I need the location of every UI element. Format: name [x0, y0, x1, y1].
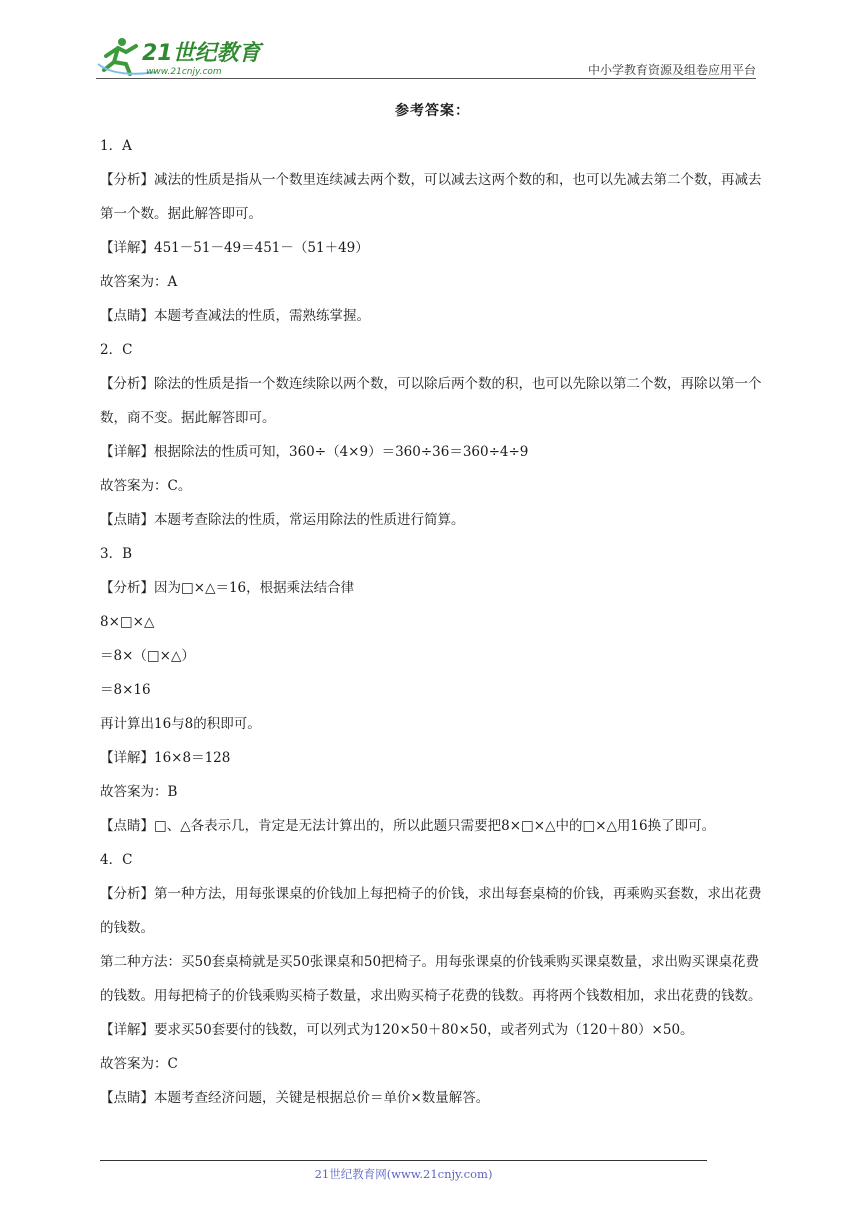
q2-detail: 【详解】根据除法的性质可知，360÷（4×9）＝360÷36＝360÷4÷9	[100, 444, 529, 460]
q3-answer: 3．B	[100, 546, 133, 562]
q4-result: 故答案为：C	[100, 1056, 178, 1072]
page-header	[96, 32, 756, 78]
page-title: 参考答案：	[395, 103, 470, 119]
q2-result: 故答案为：C。	[100, 478, 192, 494]
q3-step1: 8×□×△	[100, 614, 155, 630]
svg-text:21世纪教育: 21世纪教育	[142, 41, 261, 66]
q4-detail: 【详解】要求买50套要付的钱数，可以列式为120×50＋80×50，或者列式为（120＋80）×50。	[100, 1022, 694, 1038]
q1-comment: 【点睛】本题考查减法的性质，需熟练掌握。	[100, 308, 370, 324]
q3-comment: 【点睛】□、△各表示几，肯定是无法计算出的，所以此题只需要把8×□×△中的□×△用16换了即可。	[100, 818, 716, 834]
q1-analysis: 【分析】减法的性质是指从一个数里连续减去两个数，可以减去这两个数的和，也可以先减去第二个数，再减去第一个数。据此解答即可。	[100, 172, 762, 222]
svg-text:www.21cnjy.com: www.21cnjy.com	[146, 67, 222, 77]
answer-content	[100, 96, 765, 1115]
q1-result: 故答案为：A	[100, 274, 178, 290]
q1-detail: 【详解】451－51－49＝451－（51＋49）	[100, 240, 369, 256]
q4-analysis: 【分析】第一种方法，用每张课桌的价钱加上每把椅子的价钱，求出每套桌椅的价钱，再乘购买套数，求出花费的钱数。	[100, 886, 762, 936]
site-logo	[96, 34, 266, 78]
q3-result: 故答案为：B	[100, 784, 178, 800]
q2-analysis: 【分析】除法的性质是指一个数连续除以两个数，可以除后两个数的积，也可以先除以第二个数，再除以第一个数，商不变。据此解答即可。	[100, 376, 762, 426]
footer-link[interactable]: 21世纪教育网(www.21cnjy.com)	[314, 1167, 493, 1181]
q3-step3: ＝8×16	[100, 682, 151, 698]
q3-step4: 再计算出16与8的积即可。	[100, 716, 261, 732]
logo-runner-icon	[96, 34, 266, 78]
q3-analysis: 【分析】因为□×△＝16，根据乘法结合律	[100, 580, 355, 596]
header-divider	[96, 78, 756, 79]
q4-comment: 【点睛】本题考查经济问题，关键是根据总价＝单价×数量解答。	[100, 1090, 490, 1106]
header-platform-text: 中小学教育资源及组卷应用平台	[587, 63, 756, 77]
q3-detail: 【详解】16×8＝128	[100, 750, 231, 766]
q2-comment: 【点睛】本题考查除法的性质，常运用除法的性质进行简算。	[100, 512, 465, 528]
q1-answer: 1．A	[100, 138, 132, 154]
q3-step2: ＝8×（□×△）	[100, 648, 195, 664]
footer-divider	[100, 1160, 707, 1161]
q4-answer: 4．C	[100, 852, 133, 868]
q2-answer: 2．C	[100, 342, 133, 358]
q4-method2: 第二种方法：买50套桌椅就是买50张课桌和50把椅子。用每张课桌的价钱乘购买课桌数量，求出购买课桌花费的钱数。用每把椅子的价钱乘购买椅子数量，求出购买椅子花费的钱数。再将两个钱数相加，求出花费的钱数。	[100, 954, 762, 1004]
